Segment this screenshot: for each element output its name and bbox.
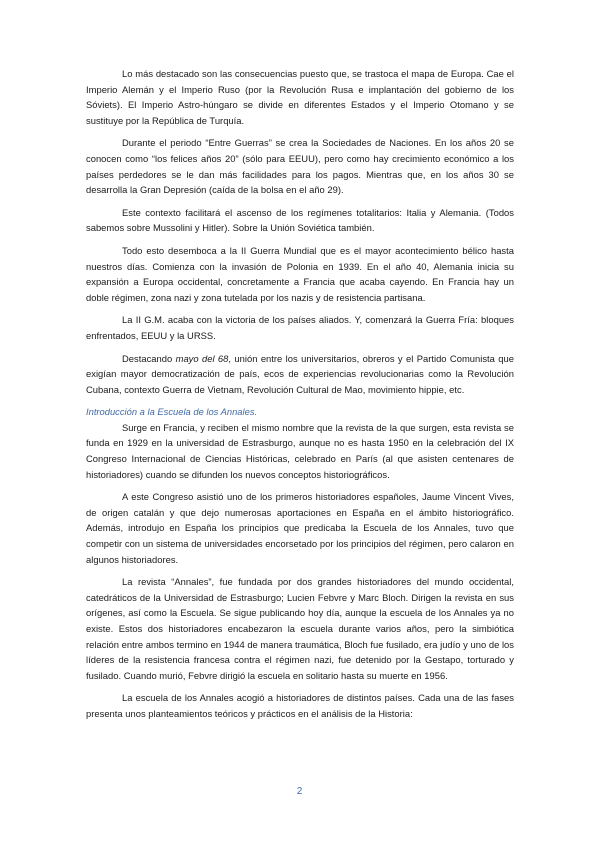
page-body (86, 66, 514, 729)
may-68-emphasis: mayo del 68 (175, 352, 229, 364)
section-heading-annales: Introducción a la Escuela de los Annales. (86, 406, 258, 418)
paragraph-may-68-lead: Destacando (122, 352, 176, 364)
paragraph-consequences: Lo más destacado son las consecuencias puesto que, se trastoca el mapa de Europa. Cae el Imperio Alemán y el Imperio Ruso (por la Revolución Rusa e implantación del gobierno de los Sóviets). El Imperio Astro-húngaro se divide en diferentes Estados y el Imperio Otomano y se sustituye por la República de Turquía. (86, 68, 514, 126)
paragraph-entre-guerras: Durante el periodo “Entre Guerras” se crea la Sociedades de Naciones. En los años 20 se conocen como “los felices años 20” (sólo para EEUU), pero como hay crecimiento económico a los países perdedores se le dan más facilidades para los pagos. Mientras que, en los años 30 se desarrolla la Gran Depresión (caída de la bolsa en el año 29). (86, 137, 514, 196)
paragraph-second-world-war: Todo esto desemboca a la II Guerra Mundial que es el mayor acontecimiento bélico hasta nuestros días. Comienza con la invasión de Polonia en 1939. En el año 40, Alemania inicia su expansión a Europa occidental, concretamente a Francia que acaba cayendo. En Francia hay un doble régimen, zona nazi y zona tutelada por los nazis y de resistencia partisana. (86, 244, 514, 303)
paragraph-annales-journal: La revista “Annales”, fue fundada por dos grandes historiadores del mundo occidental, catedráticos de la Universidad de Estrasburgo; Lucien Febvre y Marc Bloch. Dirigen la revista en sus orígenes, así como la Escuela. Se sigue publicando hoy día, aunque la escuela de los Annales ya no existe. Estos dos historiadores encabezaron la escuela durante varios años, pero la simbiótica relación entre ambos termino en 1944 de manera traumática, Bloch fue fusilado, era judío y uno de los líderes de la resistencia francesa contra el régimen nazi, fue detenido por la Gestapo, torturado y fusilado. Cuando murió, Febvre dirigió la escuela en solitario hasta su muerte en 1956. (86, 576, 514, 681)
paragraph-annales-phases: La escuela de los Annales acogió a historiadores de distintos países. Cada una de las fases presenta unos planteamientos teóricos y prácticos en el análisis de la Historia: (86, 692, 514, 719)
page-number: 2 (296, 786, 303, 797)
paragraph-cold-war: La II G.M. acaba con la victoria de los países aliados. Y, comenzará la Guerra Fría: bloques enfrentados, EEUU y la URSS. (86, 314, 514, 341)
paragraph-congress: A este Congreso asistió uno de los primeros historiadores españoles, Jaume Vincent Vives, de origen catalán y que dejo numerosas aportaciones en España en el ámbito historiográfico. Además, introdujo en España los principios que predicaba la Escuela de los Annales, tuvo que competir con un sistema de universidades encorsetado por los principios del régimen, pero calaron en algunos historiadores. (86, 491, 514, 565)
paragraph-may-68 (86, 351, 514, 398)
paragraph-may-68-rest: , unión entre los universitarios, obreros y el Partido Comunista que exigían mayor democratización de país, ecos de experiencias revolucionarias como la Revolución Cubana, contexto Guerra de Vietnam, Revolución Cultural de Mao, movimiento hippie, etc. (86, 352, 514, 395)
paragraph-annales-origin: Surge en Francia, y reciben el mismo nombre que la revista de la que surgen, esta revista se funda en 1929 en la universidad de Estrasburgo, aunque no es hasta 1950 en la celebración del IX Congreso Internacional de Ciencias Históricas, celebrado en París (al que asisten centenares de historiadores) cuando se difunden los nuevos conceptos historiográficos. (86, 421, 514, 480)
paragraph-totalitarian-regimes: Este contexto facilitará el ascenso de los regímenes totalitarios: Italia y Alemania. (Todos sabemos sobre Mussolini y Hitler). Sobre la Unión Soviética también. (86, 206, 514, 234)
